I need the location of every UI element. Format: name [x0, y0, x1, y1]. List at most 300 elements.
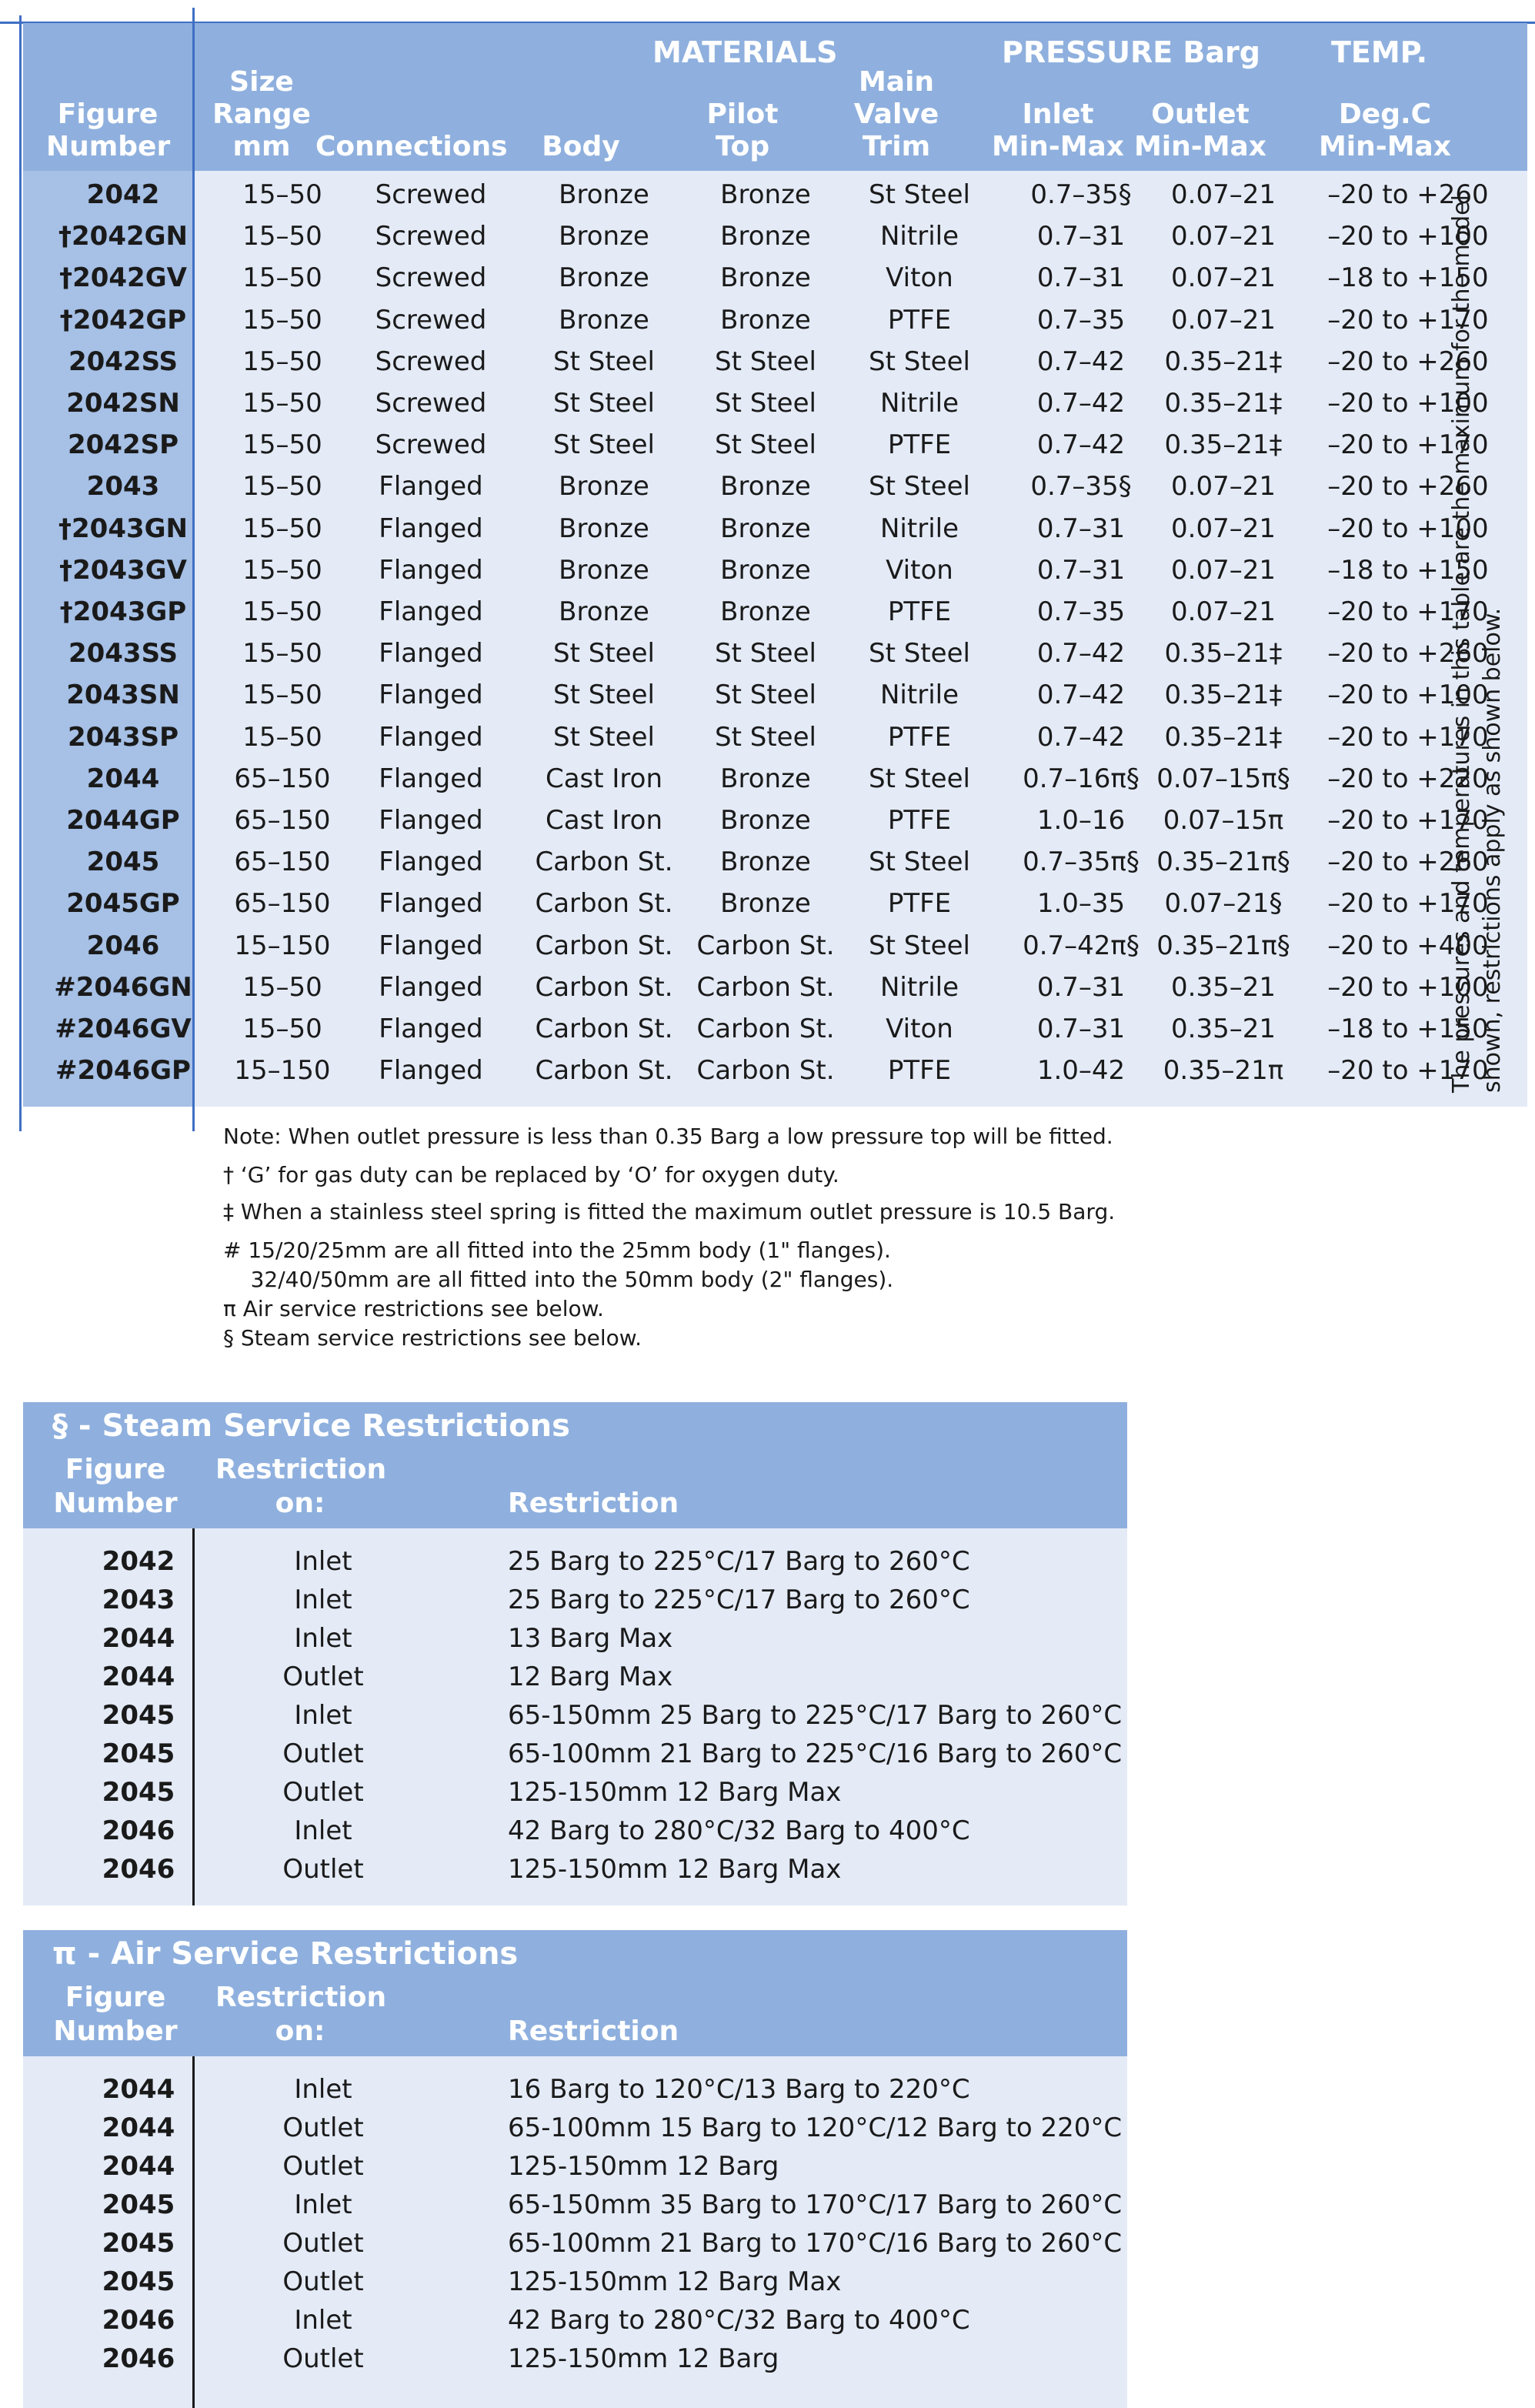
table-row: [23, 925, 1527, 967]
figure-number-cell: 2043: [86, 471, 160, 503]
table-row: [23, 2186, 1127, 2224]
table-cell: Flanged: [379, 847, 483, 878]
header-connections: Connections: [315, 131, 508, 162]
table-cell: Flanged: [379, 930, 483, 961]
table-cell: 65–150: [234, 805, 331, 836]
table-cell: St Steel: [869, 179, 970, 210]
table-row: [23, 716, 1527, 758]
table-cell: Flanged: [379, 1055, 483, 1087]
table-cell: 0.07–21: [1171, 262, 1276, 294]
table-cell: PTFE: [887, 888, 952, 920]
restriction-cell: 42 Barg to 280°C/32 Barg to 400°C: [508, 2305, 970, 2336]
restriction-on-cell: Inlet: [294, 2305, 352, 2336]
table-cell: 0.07–21: [1171, 221, 1276, 252]
figure-number-cell: 2045: [102, 1777, 175, 1808]
table-cell: 0.07–21: [1171, 554, 1276, 586]
table-cell: Viton: [886, 262, 953, 294]
table-cell: 1.0–16: [1036, 805, 1126, 836]
table-cell: Bronze: [720, 471, 811, 503]
table-cell: 15–150: [234, 930, 331, 961]
header-outlet: Outlet Min-Max: [1133, 99, 1267, 162]
restriction-cell: 65-150mm 35 Barg to 170°C/17 Barg to 260°C: [508, 2189, 1123, 2220]
table-cell: 0.7–31: [1036, 1014, 1126, 1044]
table-cell: 0.35–21π§: [1156, 930, 1290, 961]
figure-number-cell: #2046GV: [55, 1014, 192, 1044]
table-row: [23, 2340, 1127, 2378]
table-cell: –20 to +260: [1327, 179, 1489, 210]
figure-number-cell: 2046: [102, 1815, 175, 1846]
table-cell: –20 to +260: [1327, 346, 1489, 377]
note-line: § Steam service restrictions see below.: [223, 1325, 642, 1351]
table-cell: –20 to +170: [1327, 805, 1489, 836]
table-cell: St Steel: [715, 680, 816, 711]
table-cell: –20 to +260: [1327, 847, 1489, 878]
header-temp: Deg.C Min-Max: [1318, 99, 1452, 162]
restriction-on-cell: Outlet: [282, 1854, 364, 1885]
table-row: [23, 382, 1527, 424]
table-cell: 0.7–42: [1036, 638, 1126, 670]
table-cell: Flanged: [379, 680, 483, 711]
table-cell: Screwed: [375, 221, 487, 252]
figure-number-cell: 2045: [86, 847, 160, 878]
restriction-cell: 125-150mm 12 Barg: [508, 2343, 779, 2374]
table-cell: –20 to +100: [1327, 513, 1489, 544]
table-cell: 0.35–21‡: [1164, 680, 1283, 711]
table-cell: Screwed: [375, 429, 487, 461]
table-cell: 15–50: [242, 971, 322, 1003]
table-row: [23, 800, 1527, 841]
table-cell: 0.7–42: [1036, 429, 1126, 461]
figure-number-cell: †2043GP: [59, 596, 187, 627]
table-cell: Bronze: [559, 221, 649, 252]
table-row: [23, 466, 1527, 507]
table-cell: 15–50: [242, 429, 322, 461]
figure-number-cell: 2045: [102, 2228, 175, 2259]
air-header-figure: Figure Number: [53, 1982, 178, 2047]
air-table-title: π - Air Service Restrictions: [52, 1936, 519, 1972]
header-size-range: Size Range mm: [212, 66, 311, 162]
table-cell: 15–50: [242, 221, 322, 252]
table-row: [23, 1773, 1127, 1812]
table-cell: Carbon St.: [696, 971, 835, 1003]
restriction-on-cell: Outlet: [282, 2228, 364, 2259]
figure-number-cell: 2042SN: [66, 388, 180, 419]
note-line: # 15/20/25mm are all fitted into the 25mm body (1" flanges).: [223, 1237, 891, 1263]
table-cell: 0.7–31: [1036, 221, 1126, 252]
figure-number-cell: 2042: [86, 179, 160, 210]
note-line: † ‘G’ for gas duty can be replaced by ‘O’ for oxygen duty.: [223, 1162, 839, 1187]
table-cell: –20 to +170: [1327, 721, 1489, 753]
table-cell: 0.7–31: [1036, 513, 1126, 544]
table-cell: St Steel: [553, 429, 655, 461]
table-cell: PTFE: [887, 805, 952, 836]
table-cell: 1.0–35: [1036, 888, 1126, 920]
table-row: [23, 1812, 1127, 1850]
table-row: [23, 2263, 1127, 2301]
table-cell: Nitrile: [880, 971, 959, 1003]
table-row: [23, 1542, 1127, 1581]
table-cell: PTFE: [887, 429, 952, 461]
table-cell: 0.07–21§: [1164, 888, 1283, 920]
table-cell: Bronze: [720, 805, 811, 836]
table-cell: 15–50: [242, 304, 322, 336]
restriction-on-cell: Outlet: [282, 2151, 364, 2182]
restriction-cell: 65-100mm 21 Barg to 170°C/16 Barg to 260°C: [508, 2228, 1123, 2259]
table-cell: Cast Iron: [545, 805, 663, 836]
table-cell: 15–50: [242, 721, 322, 753]
figure-number-cell: 2046: [86, 930, 160, 961]
restriction-on-cell: Inlet: [294, 1585, 352, 1615]
table-cell: 15–50: [242, 513, 322, 544]
table-cell: Carbon St.: [535, 971, 673, 1003]
table-cell: Carbon St.: [535, 847, 673, 878]
table-row: [23, 341, 1527, 382]
restriction-cell: 125-150mm 12 Barg Max: [508, 2266, 842, 2297]
table-cell: St Steel: [553, 680, 655, 711]
table-cell: Bronze: [720, 596, 811, 627]
table-row: [23, 299, 1527, 341]
table-cell: Flanged: [379, 888, 483, 920]
table-cell: PTFE: [887, 721, 952, 753]
table-cell: –20 to +100: [1327, 221, 1489, 252]
figure-number-cell: †2042GP: [59, 304, 187, 336]
restriction-on-cell: Inlet: [294, 1700, 352, 1731]
table-cell: St Steel: [715, 638, 816, 670]
table-cell: Bronze: [720, 179, 811, 210]
table-cell: 15–50: [242, 388, 322, 419]
table-cell: 0.7–16π§: [1023, 763, 1140, 794]
figure-number-cell: 2044: [102, 1623, 175, 1654]
table-cell: 0.07–15π§: [1156, 763, 1290, 794]
table-cell: St Steel: [553, 346, 655, 377]
restriction-on-cell: Outlet: [282, 2343, 364, 2374]
steam-header-on: Restriction on:: [215, 1454, 387, 1519]
table-row: [23, 883, 1527, 924]
restriction-on-cell: Inlet: [294, 1815, 352, 1846]
steam-table-title: § - Steam Service Restrictions: [52, 1408, 570, 1444]
figure-number-cell: #2046GN: [54, 971, 192, 1003]
temp-group-header: TEMP.: [1331, 35, 1428, 69]
table-cell: Nitrile: [880, 680, 959, 711]
table-cell: 0.07–21: [1171, 471, 1276, 503]
table-cell: Flanged: [379, 638, 483, 670]
table-cell: Viton: [886, 554, 953, 586]
restriction-on-cell: Inlet: [294, 1623, 352, 1654]
table-cell: Flanged: [379, 554, 483, 586]
figure-number-cell: 2046: [102, 2305, 175, 2336]
table-cell: 0.7–42π§: [1023, 930, 1140, 961]
restriction-cell: 125-150mm 12 Barg: [508, 2151, 779, 2182]
table-cell: –20 to +260: [1327, 638, 1489, 670]
table-cell: PTFE: [887, 304, 952, 336]
table-cell: Bronze: [559, 179, 649, 210]
table-cell: 0.35–21‡: [1164, 346, 1283, 377]
table-cell: 15–50: [242, 346, 322, 377]
table-cell: 15–50: [242, 1014, 322, 1044]
table-cell: 15–50: [242, 262, 322, 294]
figure-number-cell: #2046GP: [55, 1055, 191, 1087]
figure-number-cell: 2044: [86, 763, 160, 794]
table-cell: 0.35–21: [1171, 1014, 1276, 1044]
table-cell: Flanged: [379, 471, 483, 503]
figure-number-cell: 2045: [102, 1738, 175, 1769]
table-cell: Screwed: [375, 304, 487, 336]
figure-number-cell: 2046: [102, 1854, 175, 1885]
table-cell: 0.07–21: [1171, 513, 1276, 544]
table-cell: –18 to +150: [1327, 1014, 1489, 1044]
table-row: [23, 1696, 1127, 1735]
table-row: [23, 591, 1527, 633]
table-cell: 15–50: [242, 596, 322, 627]
table-cell: Nitrile: [880, 388, 959, 419]
table-cell: Bronze: [720, 763, 811, 794]
table-row: [23, 1050, 1527, 1091]
header-inlet: Inlet Min-Max: [991, 99, 1125, 162]
table-cell: –20 to +260: [1327, 471, 1489, 503]
table-cell: 0.7–42: [1036, 680, 1126, 711]
table-cell: 15–50: [242, 471, 322, 503]
table-cell: St Steel: [553, 638, 655, 670]
table-cell: 65–150: [234, 888, 331, 920]
table-cell: St Steel: [869, 847, 970, 878]
table-cell: –20 to +400: [1327, 930, 1489, 961]
table-cell: 65–150: [234, 847, 331, 878]
restriction-cell: 65-100mm 21 Barg to 225°C/16 Barg to 260°C: [508, 1738, 1123, 1769]
figure-number-cell: 2044: [102, 2074, 175, 2105]
restriction-on-cell: Outlet: [282, 2112, 364, 2143]
table-cell: St Steel: [553, 388, 655, 419]
table-cell: 15–50: [242, 638, 322, 670]
table-row: [23, 633, 1527, 674]
table-cell: Bronze: [720, 513, 811, 544]
table-cell: Screwed: [375, 388, 487, 419]
table-cell: 0.35–21‡: [1164, 388, 1283, 419]
table-cell: –20 to +220: [1327, 763, 1489, 794]
table-cell: 0.35–21‡: [1164, 638, 1283, 670]
table-cell: 0.07–15π: [1163, 805, 1284, 836]
table-cell: St Steel: [715, 721, 816, 753]
figure-number-cell: 2046: [102, 2343, 175, 2374]
table-cell: Bronze: [720, 554, 811, 586]
figure-number-cell: 2043SP: [67, 721, 179, 753]
restriction-cell: 12 Barg Max: [508, 1662, 673, 1692]
table-cell: Carbon St.: [535, 888, 673, 920]
table-cell: Flanged: [379, 721, 483, 753]
table-cell: Nitrile: [880, 513, 959, 544]
figure-number-cell: 2044GP: [66, 805, 180, 836]
table-cell: Carbon St.: [535, 930, 673, 961]
table-cell: –20 to +170: [1327, 304, 1489, 336]
table-cell: Carbon St.: [696, 930, 835, 961]
header-body: Body: [542, 131, 620, 162]
table-cell: Cast Iron: [545, 763, 663, 794]
table-cell: –18 to +150: [1327, 554, 1489, 586]
table-cell: –20 to +170: [1327, 429, 1489, 461]
table-row: [23, 2070, 1127, 2109]
table-cell: 0.35–21π§: [1156, 847, 1290, 878]
table-cell: Flanged: [379, 513, 483, 544]
table-cell: 1.0–42: [1036, 1055, 1126, 1087]
table-cell: St Steel: [553, 721, 655, 753]
table-cell: PTFE: [887, 1055, 952, 1087]
figure-number-cell: 2045: [102, 2189, 175, 2220]
figure-number-cell: 2044: [102, 2112, 175, 2143]
note-line: π Air service restrictions see below.: [223, 1296, 604, 1321]
table-cell: 65–150: [234, 763, 331, 794]
table-cell: 0.7–35§: [1030, 471, 1132, 503]
table-cell: Bronze: [559, 262, 649, 294]
table-cell: PTFE: [887, 596, 952, 627]
table-row: [23, 674, 1527, 716]
table-cell: 15–50: [242, 554, 322, 586]
table-cell: Carbon St.: [696, 1014, 835, 1044]
restriction-cell: 13 Barg Max: [508, 1623, 673, 1654]
figure-number-cell: 2045GP: [66, 888, 180, 920]
note-line: Note: When outlet pressure is less than 0.35 Barg a low pressure top will be fitted.: [223, 1124, 1113, 1149]
guide-line-vertical-left: [19, 15, 22, 1131]
table-cell: Nitrile: [880, 221, 959, 252]
table-cell: St Steel: [715, 388, 816, 419]
table-row: [23, 1619, 1127, 1658]
restriction-on-cell: Outlet: [282, 1662, 364, 1692]
air-header-restriction: Restriction: [508, 2016, 679, 2047]
table-cell: –20 to +170: [1327, 1055, 1489, 1087]
table-cell: Screwed: [375, 179, 487, 210]
table-cell: 15–150: [234, 1055, 331, 1087]
table-cell: Flanged: [379, 971, 483, 1003]
restriction-cell: 125-150mm 12 Barg Max: [508, 1777, 842, 1808]
header-pilot-top: Pilot Top: [706, 99, 779, 162]
table-cell: Bronze: [559, 596, 649, 627]
table-row: [23, 424, 1527, 466]
figure-number-cell: †2042GV: [59, 262, 187, 294]
figure-number-cell: 2045: [102, 2266, 175, 2297]
table-cell: Flanged: [379, 763, 483, 794]
table-cell: 0.7–35§: [1030, 179, 1132, 210]
table-cell: 0.35–21‡: [1164, 429, 1283, 461]
header-figure-number: Figure Number: [46, 99, 171, 162]
restriction-on-cell: Outlet: [282, 2266, 364, 2297]
table-cell: 0.07–21: [1171, 179, 1276, 210]
table-cell: Flanged: [379, 1014, 483, 1044]
table-cell: –18 to +150: [1327, 262, 1489, 294]
figure-number-cell: †2043GV: [59, 554, 187, 586]
table-cell: 15–50: [242, 680, 322, 711]
restriction-cell: 65-150mm 25 Barg to 225°C/17 Barg to 260°C: [508, 1700, 1123, 1731]
figure-number-cell: †2043GN: [58, 513, 188, 544]
table-row: [23, 2224, 1127, 2263]
table-cell: St Steel: [869, 346, 970, 377]
steam-header-restriction: Restriction: [508, 1488, 679, 1519]
steam-header-figure: Figure Number: [53, 1454, 178, 1519]
restriction-cell: 42 Barg to 280°C/32 Barg to 400°C: [508, 1815, 970, 1846]
table-cell: 0.35–21‡: [1164, 721, 1283, 753]
table-cell: Bronze: [720, 888, 811, 920]
figure-number-cell: 2042: [102, 1546, 175, 1577]
figure-number-cell: 2043: [102, 1585, 175, 1615]
table-cell: Carbon St.: [535, 1014, 673, 1044]
table-row: [23, 1008, 1527, 1050]
restriction-on-cell: Inlet: [294, 2189, 352, 2220]
table-cell: Bronze: [559, 471, 649, 503]
figure-number-cell: †2042GN: [58, 221, 188, 252]
table-cell: Carbon St.: [696, 1055, 835, 1087]
table-cell: 0.07–21: [1171, 596, 1276, 627]
table-cell: Screwed: [375, 262, 487, 294]
materials-group-header: MATERIALS: [652, 35, 838, 69]
table-row: [23, 758, 1527, 800]
table-cell: Bronze: [720, 304, 811, 336]
table-cell: St Steel: [715, 429, 816, 461]
table-row: [23, 549, 1527, 591]
table-cell: 15–50: [242, 179, 322, 210]
table-cell: –20 to +170: [1327, 888, 1489, 920]
table-cell: 0.35–21: [1171, 971, 1276, 1003]
table-cell: 0.7–35π§: [1023, 847, 1140, 878]
table-row: [23, 1850, 1127, 1889]
restriction-cell: 25 Barg to 225°C/17 Barg to 260°C: [508, 1585, 970, 1615]
restriction-on-cell: Inlet: [294, 2074, 352, 2105]
table-cell: Carbon St.: [535, 1055, 673, 1087]
table-cell: 0.7–35: [1036, 304, 1126, 336]
restriction-cell: 65-100mm 15 Barg to 120°C/12 Barg to 220°C: [508, 2112, 1123, 2143]
table-cell: Bronze: [720, 847, 811, 878]
restriction-on-cell: Outlet: [282, 1777, 364, 1808]
table-cell: St Steel: [869, 471, 970, 503]
table-cell: Bronze: [559, 513, 649, 544]
table-cell: 0.7–31: [1036, 554, 1126, 586]
figure-number-cell: 2044: [102, 1662, 175, 1692]
table-cell: Bronze: [559, 554, 649, 586]
table-cell: 0.35–21π: [1163, 1055, 1284, 1087]
pressure-group-header: PRESSURE Barg: [1002, 35, 1260, 69]
side-note: The pressures and temperatures in this table are the maximum for the model shown, restrictions apply as shown below.: [1448, 195, 1506, 1093]
table-row: [23, 967, 1527, 1008]
table-row: [23, 215, 1527, 257]
table-cell: Screwed: [375, 346, 487, 377]
table-cell: 0.7–31: [1036, 971, 1126, 1003]
restriction-cell: 25 Barg to 225°C/17 Barg to 260°C: [508, 1546, 970, 1577]
restriction-cell: 125-150mm 12 Barg Max: [508, 1854, 842, 1885]
table-cell: St Steel: [869, 638, 970, 670]
figure-number-cell: 2043SS: [68, 638, 179, 670]
note-line: 32/40/50mm are all fitted into the 50mm body (2" flanges).: [223, 1267, 894, 1292]
table-cell: Bronze: [720, 221, 811, 252]
table-cell: St Steel: [869, 763, 970, 794]
table-cell: Bronze: [559, 304, 649, 336]
figure-number-cell: 2042SS: [68, 346, 179, 377]
note-line: ‡ When a stainless steel spring is fitted the maximum outlet pressure is 10.5 Barg.: [223, 1199, 1116, 1224]
table-row: [23, 508, 1527, 549]
restriction-on-cell: Outlet: [282, 1738, 364, 1769]
table-cell: –20 to +100: [1327, 971, 1489, 1003]
table-row: [23, 841, 1527, 883]
table-cell: St Steel: [869, 930, 970, 961]
table-row: [23, 2147, 1127, 2186]
table-cell: 0.7–42: [1036, 721, 1126, 753]
figure-number-cell: 2045: [102, 1700, 175, 1731]
restriction-on-cell: Inlet: [294, 1546, 352, 1577]
table-row: [23, 257, 1527, 299]
table-cell: Flanged: [379, 805, 483, 836]
restriction-cell: 16 Barg to 120°C/13 Barg to 220°C: [508, 2074, 970, 2105]
table-cell: 0.07–21: [1171, 304, 1276, 336]
table-cell: –20 to +100: [1327, 680, 1489, 711]
table-cell: 0.7–31: [1036, 262, 1126, 294]
table-cell: 0.7–35: [1036, 596, 1126, 627]
table-cell: 0.7–42: [1036, 388, 1126, 419]
table-row: [23, 1658, 1127, 1696]
